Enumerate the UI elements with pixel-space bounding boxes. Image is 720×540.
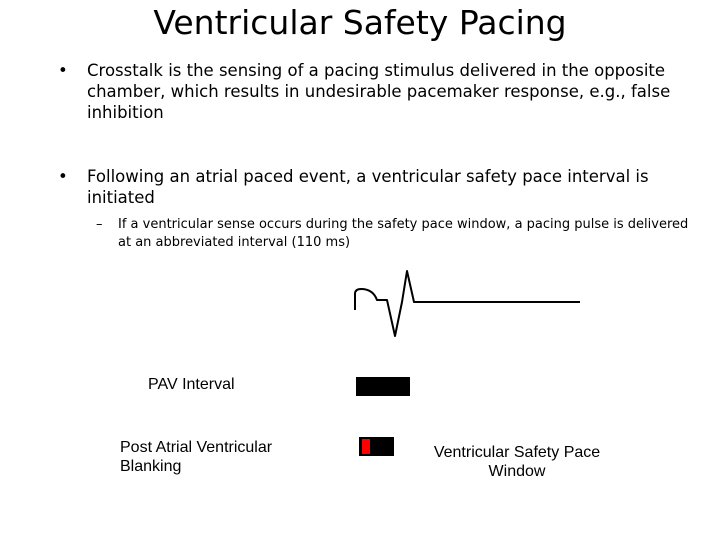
- slide-title: Ventricular Safety Pacing: [153, 3, 567, 42]
- pav-interval-swatch: [356, 377, 410, 396]
- bullet-text: Crosstalk is the sensing of a pacing stimulus delivered in the opposite chamber, which results in undesirable pacemaker response, e.g., false inhibition: [87, 61, 671, 122]
- blanking-period-marker: [362, 439, 370, 454]
- ventricular-safety-pace-window-label: Ventricular Safety Pace Window: [433, 444, 601, 480]
- ecg-waveform: [350, 262, 590, 344]
- ecg-trace: [355, 271, 580, 336]
- sub-bullet-text: If a ventricular sense occurs during the safety pace window, a pacing pulse is delivered at an abbreviated interval (110 ms): [118, 217, 689, 250]
- bullet-marker: •: [58, 167, 68, 186]
- bullet-text: Following an atrial paced event, a ventricular safety pace interval is initiated: [87, 167, 649, 207]
- sub-bullet-marker: –: [96, 217, 103, 232]
- pav-interval-label: PAV Interval: [148, 376, 235, 393]
- post-atrial-ventricular-blanking-label: Post Atrial Ventricular Blanking: [120, 439, 273, 475]
- safety-pace-window-swatch: [359, 437, 394, 456]
- bullet-marker: •: [58, 61, 68, 80]
